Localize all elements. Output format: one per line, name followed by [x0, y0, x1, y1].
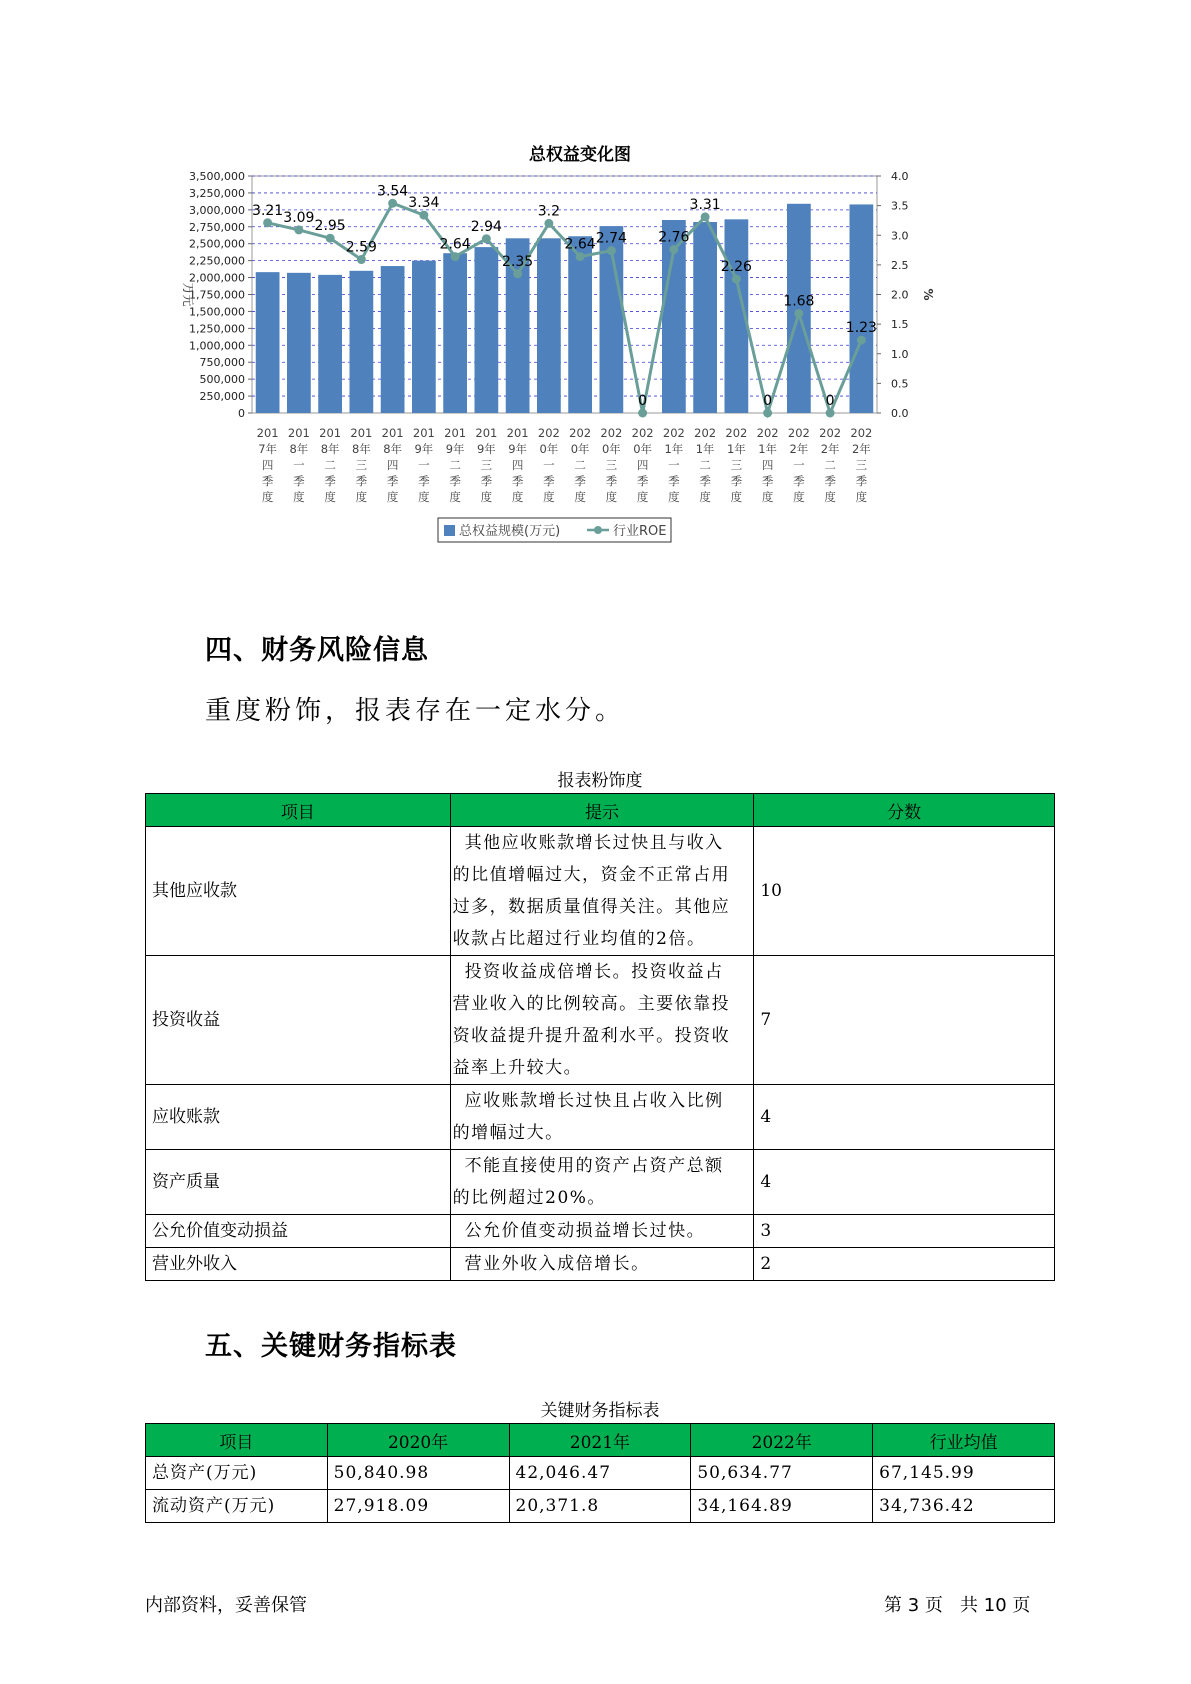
roe-data-label: 1.23 [845, 320, 877, 337]
x-tick-label: 一 [668, 458, 680, 472]
roe-point [576, 252, 585, 261]
x-tick-label: 三 [855, 458, 868, 472]
x-tick-label: 季 [699, 474, 711, 488]
y2-tick-label: 2.0 [891, 288, 909, 302]
chart-svg [180, 140, 980, 600]
y-tick-label: 250,000 [199, 390, 245, 404]
table-row [146, 827, 1055, 956]
roe-data-label: 1.68 [783, 293, 815, 310]
x-tick-label: 度 [480, 490, 493, 504]
y-tick-label: 3,000,000 [189, 203, 245, 217]
x-tick-label: 202 [725, 426, 748, 440]
roe-data-label: 2.95 [314, 218, 346, 235]
x-tick-label: 季 [668, 474, 680, 488]
roe-point [638, 409, 647, 418]
roe-point [763, 409, 772, 418]
y-tick-label: 2,000,000 [189, 271, 245, 285]
x-tick-label: 1年 [758, 442, 778, 456]
table-caption-key-metrics: 关键财务指标表 [540, 1401, 660, 1421]
row-hint [450, 1215, 754, 1248]
x-tick-label: 8年 [289, 442, 309, 456]
column-header: 提示 [450, 794, 754, 827]
hint-line: 的比值增幅过大，资金不正常占用 [452, 865, 731, 885]
x-tick-label: 1年 [664, 442, 684, 456]
x-tick-label: 202 [694, 426, 717, 440]
table-header-row [146, 1424, 1055, 1457]
y-tick-label: 2,750,000 [189, 220, 245, 234]
roe-point [701, 212, 710, 221]
x-tick-label: 季 [824, 474, 836, 488]
roe-data-label: 0 [763, 393, 773, 409]
row-item: 总资产(万元) [146, 1457, 328, 1490]
x-tick-label: 一 [543, 458, 555, 472]
x-tick-label: 季 [355, 474, 368, 488]
x-tick-label: 202 [662, 426, 685, 440]
y2-tick-label: 3.5 [891, 199, 909, 213]
roe-point [826, 409, 835, 418]
roe-data-label: 2.26 [720, 259, 752, 276]
hint-line: 的增幅过大。 [452, 1123, 564, 1143]
table-header-row [146, 794, 1055, 827]
x-tick-label: 度 [855, 490, 868, 504]
x-tick-label: 201 [444, 426, 467, 440]
row-hint [450, 1150, 754, 1215]
y2-tick-label: 1.0 [891, 347, 909, 361]
equity-chart [180, 140, 980, 600]
bar [443, 253, 467, 413]
column-header: 2022年 [691, 1424, 873, 1457]
row-value: 34,164.89 [691, 1490, 873, 1523]
roe-point [451, 252, 460, 261]
x-tick-label: 202 [787, 426, 810, 440]
hint-line: 公允价值变动损益增长过快。 [464, 1221, 706, 1241]
row-score: 7 [754, 956, 1055, 1085]
section-heading-key-metrics: 五、关键财务指标表 [205, 1331, 457, 1362]
x-tick-label: 2年 [851, 442, 871, 456]
roe-point [544, 219, 553, 228]
x-tick-label: 二 [824, 458, 836, 472]
x-tick-label: 季 [761, 474, 774, 488]
y-tick-label: 2,500,000 [189, 237, 245, 251]
y2-tick-label: 1.5 [891, 318, 909, 332]
x-tick-label: 0年 [570, 442, 590, 456]
x-tick-label: 季 [574, 474, 586, 488]
x-tick-label: 度 [605, 490, 618, 504]
x-tick-label: 季 [293, 474, 305, 488]
x-tick-label: 二 [699, 458, 711, 472]
row-score: 4 [754, 1085, 1055, 1150]
y-tick-label: 0 [238, 407, 245, 420]
hint-line: 投资收益成倍增长。投资收益占 [464, 962, 724, 982]
x-tick-label: 0年 [539, 442, 559, 456]
x-tick-label: 2年 [789, 442, 809, 456]
roe-data-label: 0 [825, 393, 835, 409]
x-tick-label: 202 [537, 426, 560, 440]
table-caption-whitewash: 报表粉饰度 [557, 771, 643, 791]
hint-line: 营业收入的比例较高。主要依靠投 [452, 994, 731, 1014]
roe-point [294, 225, 303, 234]
x-tick-label: 度 [355, 490, 368, 504]
x-tick-label: 202 [756, 426, 779, 440]
x-tick-label: 度 [793, 490, 805, 504]
row-item: 流动资产(万元) [146, 1490, 328, 1523]
x-tick-label: 一 [793, 458, 805, 472]
y2-tick-label: 2.5 [891, 258, 909, 272]
x-tick-label: 四 [261, 458, 274, 472]
x-tick-label: 季 [480, 474, 493, 488]
roe-data-label: 2.94 [470, 218, 502, 235]
column-header: 项目 [146, 1424, 328, 1457]
row-score: 4 [754, 1150, 1055, 1215]
x-tick-label: 201 [506, 426, 529, 440]
x-tick-label: 9年 [508, 442, 528, 456]
x-tick-label: 季 [511, 474, 524, 488]
roe-point [732, 275, 741, 284]
x-tick-label: 8年 [383, 442, 403, 456]
hint-line: 不能直接使用的资产占资产总额 [464, 1156, 724, 1176]
x-tick-label: 9年 [445, 442, 465, 456]
x-tick-label: 季 [543, 474, 555, 488]
column-header: 分数 [754, 794, 1055, 827]
x-tick-label: 四 [761, 458, 774, 472]
row-value: 50,840.98 [327, 1457, 509, 1490]
hint-line: 的比例超过20%。 [452, 1188, 606, 1208]
x-tick-label: 0年 [633, 442, 653, 456]
x-tick-label: 2年 [820, 442, 840, 456]
roe-data-label: 2.64 [564, 236, 596, 253]
x-tick-label: 201 [350, 426, 373, 440]
x-tick-label: 度 [261, 490, 274, 504]
x-tick-label: 季 [261, 474, 274, 488]
key-metrics-table [145, 1423, 1055, 1523]
y-tick-label: 2,250,000 [189, 254, 245, 268]
roe-point [513, 269, 522, 278]
x-tick-label: 度 [293, 490, 305, 504]
hint-line: 过多，数据质量值得关注。其他应 [452, 897, 731, 917]
x-tick-label: 季 [418, 474, 430, 488]
column-header: 项目 [146, 794, 451, 827]
row-value: 50,634.77 [691, 1457, 873, 1490]
x-tick-label: 度 [574, 490, 586, 504]
row-value: 42,046.47 [509, 1457, 691, 1490]
table-row [146, 1150, 1055, 1215]
y-tick-label: 1,000,000 [189, 339, 245, 353]
y-tick-label: 500,000 [199, 373, 245, 387]
row-item: 营业外收入 [146, 1248, 451, 1281]
y-tick-label: 1,250,000 [189, 322, 245, 336]
row-value: 67,145.99 [873, 1457, 1055, 1490]
x-tick-label: 度 [761, 490, 774, 504]
x-tick-label: 1年 [726, 442, 746, 456]
x-tick-label: 度 [386, 490, 399, 504]
x-tick-label: 度 [543, 490, 555, 504]
bar [850, 204, 874, 413]
roe-data-label: 3.31 [689, 196, 721, 213]
legend-line-label: 行业ROE [613, 524, 667, 539]
row-value: 20,371.8 [509, 1490, 691, 1523]
hint-line: 其他应收账款增长过快且与收入 [464, 833, 724, 853]
roe-point [607, 246, 616, 255]
x-tick-label: 202 [631, 426, 654, 440]
x-tick-label: 7年 [258, 442, 278, 456]
row-hint [450, 827, 754, 956]
x-tick-label: 二 [449, 458, 461, 472]
roe-data-label: 2.64 [439, 236, 471, 253]
roe-point [357, 255, 366, 264]
x-tick-label: 季 [636, 474, 649, 488]
bar [412, 261, 436, 413]
table-row [146, 1215, 1055, 1248]
bar [475, 247, 499, 413]
section-heading-risk: 四、财务风险信息 [205, 635, 429, 666]
bar [318, 275, 342, 413]
x-tick-label: 度 [449, 490, 461, 504]
y2-axis-title: % [921, 288, 935, 301]
legend-bar-label: 总权益规模(万元) [459, 524, 561, 539]
row-hint [450, 1085, 754, 1150]
x-tick-label: 三 [730, 458, 743, 472]
x-tick-label: 度 [824, 490, 836, 504]
x-tick-label: 202 [600, 426, 623, 440]
column-header: 2021年 [509, 1424, 691, 1457]
row-item: 其他应收款 [146, 827, 451, 956]
row-hint [450, 956, 754, 1085]
roe-point [482, 234, 491, 243]
roe-data-label: 3.2 [537, 203, 561, 220]
roe-point [388, 199, 397, 208]
roe-data-label: 2.76 [658, 229, 690, 246]
bar [350, 271, 374, 413]
bar [537, 238, 561, 413]
x-tick-label: 度 [730, 490, 743, 504]
x-tick-label: 202 [850, 426, 873, 440]
y-tick-label: 750,000 [199, 356, 245, 370]
roe-data-label: 3.09 [283, 209, 315, 226]
x-tick-label: 9年 [414, 442, 434, 456]
y2-tick-label: 0.0 [891, 407, 909, 420]
column-header: 2020年 [327, 1424, 509, 1457]
roe-data-label: 3.21 [252, 202, 284, 219]
roe-data-label: 0 [638, 393, 648, 409]
x-tick-label: 度 [636, 490, 649, 504]
chart-title: 总权益变化图 [529, 145, 631, 165]
roe-point [419, 211, 428, 220]
hint-line: 资收益提升提升盈利水平。投资收 [452, 1026, 731, 1046]
footer-page-number: 第 3 页 共 10 页 [884, 1595, 1031, 1616]
x-tick-label: 201 [256, 426, 279, 440]
roe-data-label: 2.35 [502, 253, 534, 270]
table-row [146, 1248, 1055, 1281]
row-item: 资产质量 [146, 1150, 451, 1215]
row-hint [450, 1248, 754, 1281]
x-tick-label: 三 [605, 458, 618, 472]
y-tick-label: 3,250,000 [189, 186, 245, 200]
x-tick-label: 度 [324, 490, 336, 504]
footer-confidential-note: 内部资料，妥善保管 [145, 1595, 307, 1616]
bar [256, 272, 280, 413]
risk-summary: 重度粉饰，报表存在一定水分。 [205, 696, 626, 726]
y2-tick-label: 4.0 [891, 170, 909, 183]
x-tick-label: 201 [475, 426, 498, 440]
row-score: 2 [754, 1248, 1055, 1281]
x-tick-label: 季 [793, 474, 805, 488]
row-score: 10 [754, 827, 1055, 956]
bar [568, 236, 592, 413]
x-tick-label: 一 [418, 458, 430, 472]
row-item: 应收账款 [146, 1085, 451, 1150]
roe-point [857, 336, 866, 345]
y-tick-label: 1,500,000 [189, 305, 245, 319]
hint-line: 收款占比超过行业均值的2倍。 [452, 929, 706, 949]
x-tick-label: 201 [287, 426, 310, 440]
legend-line-marker [594, 526, 602, 534]
x-tick-label: 二 [574, 458, 586, 472]
x-tick-label: 度 [668, 490, 680, 504]
x-tick-label: 季 [449, 474, 461, 488]
x-tick-label: 四 [511, 458, 524, 472]
row-value: 27,918.09 [327, 1490, 509, 1523]
table-row [146, 956, 1055, 1085]
row-value: 34,736.42 [873, 1490, 1055, 1523]
table-row [146, 1085, 1055, 1150]
x-tick-label: 季 [855, 474, 868, 488]
roe-point [326, 234, 335, 243]
bar [693, 222, 717, 413]
y-tick-label: 1,750,000 [189, 288, 245, 302]
x-tick-label: 四 [386, 458, 399, 472]
x-tick-label: 三 [480, 458, 493, 472]
x-tick-label: 201 [319, 426, 342, 440]
x-tick-label: 二 [324, 458, 336, 472]
y-axis-title: 万元 [181, 282, 195, 307]
x-tick-label: 度 [699, 490, 711, 504]
x-tick-label: 202 [569, 426, 592, 440]
x-tick-label: 一 [293, 458, 305, 472]
x-tick-label: 0年 [601, 442, 621, 456]
roe-point [794, 309, 803, 318]
table-row [146, 1490, 1055, 1523]
row-item: 公允价值变动损益 [146, 1215, 451, 1248]
roe-point [263, 218, 272, 227]
roe-data-label: 3.34 [408, 195, 440, 212]
x-tick-label: 度 [511, 490, 524, 504]
x-tick-label: 201 [381, 426, 404, 440]
x-tick-label: 季 [324, 474, 336, 488]
row-score: 3 [754, 1215, 1055, 1248]
x-tick-label: 202 [819, 426, 842, 440]
hint-line: 益率上升较大。 [452, 1058, 583, 1078]
x-tick-label: 度 [418, 490, 430, 504]
x-tick-label: 季 [386, 474, 399, 488]
column-header: 行业均值 [873, 1424, 1055, 1457]
y2-tick-label: 3.0 [891, 229, 909, 243]
y-tick-label: 3,500,000 [189, 170, 245, 183]
y2-tick-label: 0.5 [891, 377, 909, 391]
x-tick-label: 9年 [476, 442, 496, 456]
row-item: 投资收益 [146, 956, 451, 1085]
legend-bar-swatch [444, 525, 455, 536]
x-tick-label: 季 [605, 474, 618, 488]
bar [287, 273, 311, 413]
whitewash-table [145, 793, 1055, 1281]
x-tick-label: 1年 [695, 442, 715, 456]
roe-point [669, 245, 678, 254]
x-tick-label: 四 [636, 458, 649, 472]
hint-line: 应收账款增长过快且占收入比例 [464, 1091, 724, 1111]
hint-line: 营业外收入成倍增长。 [464, 1254, 650, 1274]
roe-data-label: 3.54 [377, 183, 409, 200]
x-tick-label: 8年 [351, 442, 371, 456]
x-tick-label: 201 [412, 426, 435, 440]
table-row [146, 1457, 1055, 1490]
x-tick-label: 8年 [320, 442, 340, 456]
x-tick-label: 三 [355, 458, 368, 472]
bar [381, 266, 405, 413]
x-tick-label: 季 [730, 474, 743, 488]
roe-data-label: 2.59 [345, 239, 377, 256]
roe-data-label: 2.74 [595, 230, 627, 247]
